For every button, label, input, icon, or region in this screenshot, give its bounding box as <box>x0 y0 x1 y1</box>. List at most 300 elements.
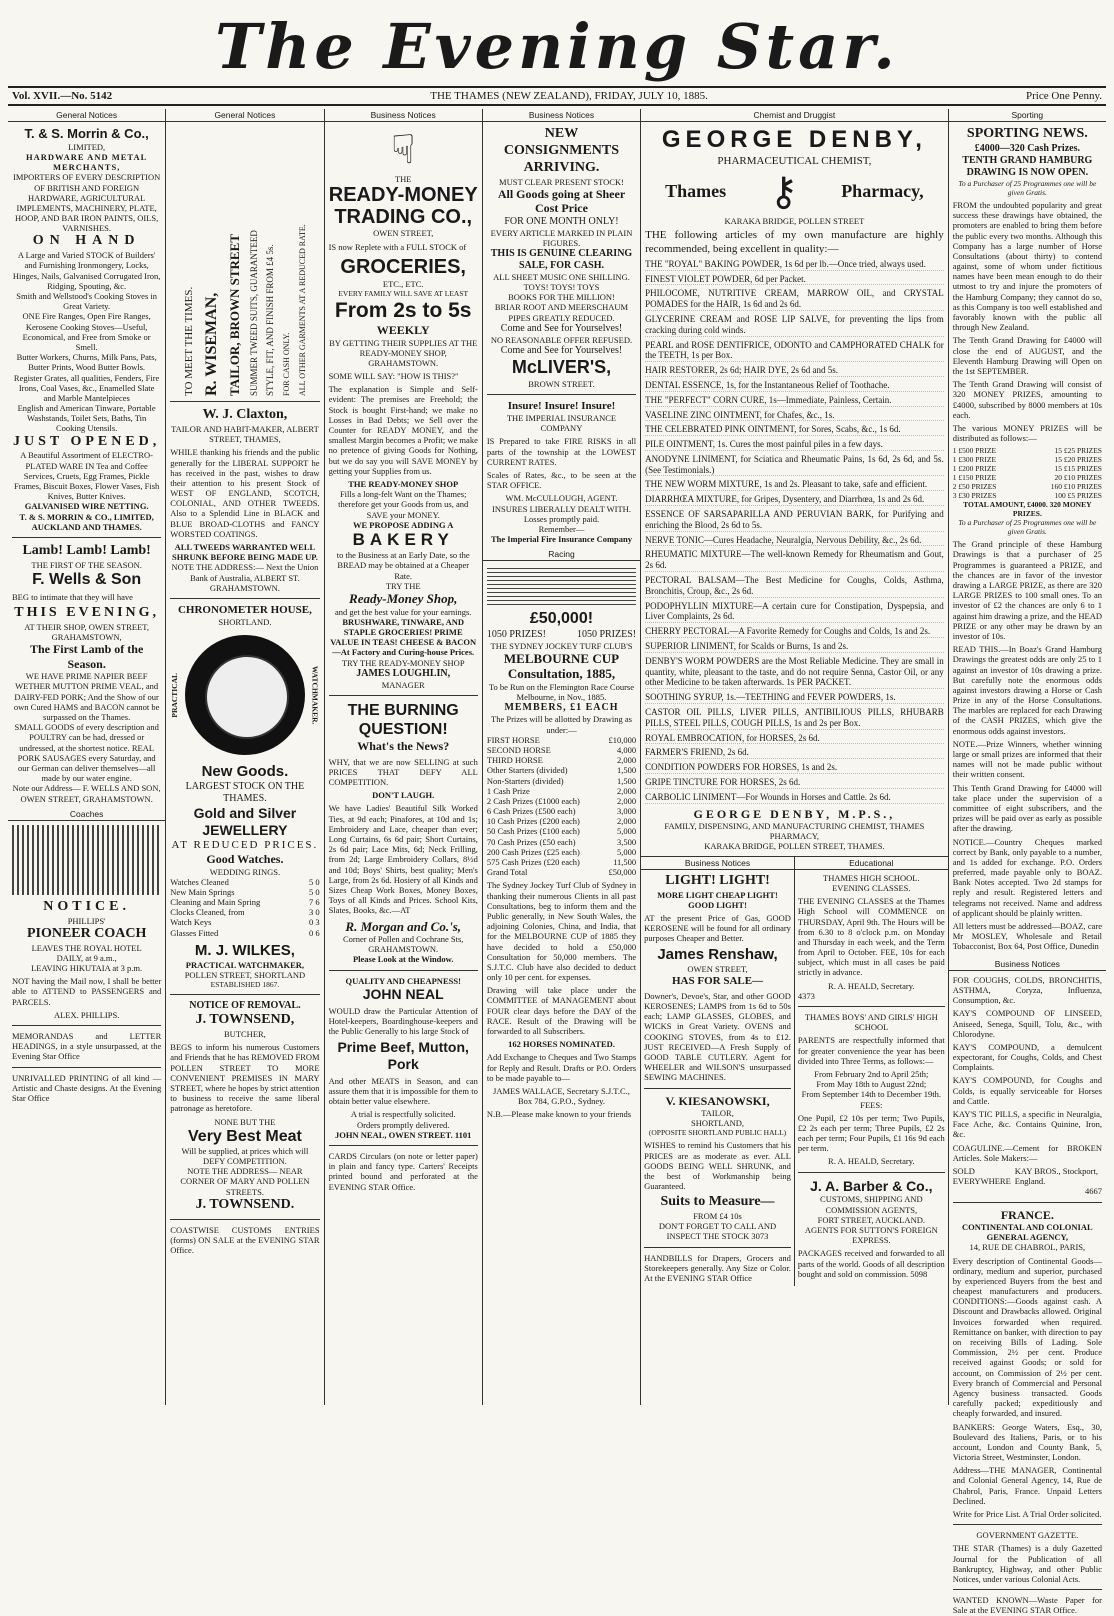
list-item: CONDITION POWDERS FOR HORSES, 1s and 2s. <box>645 762 944 774</box>
ad-text: WOULD draw the Particular Attention of Hotel-keepers, Boardinghouse-keepers and the Public Generally to his large Stock of <box>328 1005 478 1037</box>
ad-heading: Gold and Silver JEWELLERY <box>193 805 297 839</box>
table-row <box>487 806 636 816</box>
ad-text: PRACTICAL <box>170 673 180 718</box>
ad-text: TAILOR AND HABIT-MAKER, ALBERT STREET, THAMES, <box>171 423 319 445</box>
row-label: 1 £150 PRIZE <box>952 473 997 483</box>
row-value: 20 £10 PRIZES <box>1054 473 1102 483</box>
ad-text: FEES: <box>860 1099 883 1110</box>
ad-heading: CONTINENTAL AND COLONIAL GENERAL AGENCY, <box>962 1221 1093 1243</box>
ad-text: MEMORANDAS and LETTER HEADINGS, in a style unsurpassed, at the Evening Star Office <box>12 1030 162 1062</box>
ad-text: All letters must be addressed—BOAZ, care Mr MOSLEY, Wholesale and Retail Tobacconist, Box 64, Post Office, Dunedin <box>952 921 1102 952</box>
ad-text: WE PROPOSE ADDING A <box>353 519 454 530</box>
table-row <box>487 857 636 867</box>
ad-heading: MORE LIGHT CHEAP LIGHT! GOOD LIGHT! <box>657 889 778 910</box>
vertical-text: R. WISEMAN, <box>202 292 220 397</box>
row-value: 2,000 <box>617 795 637 806</box>
ad-text: Register Grates, all qualities, Fenders, Fire Irons, Coal Vases, &c., Enamelled Slate and Marble Mantelpieces <box>13 372 160 403</box>
ad-text: ONE Fire Ranges, Open Fire Ranges, Kerosene Cooking Stoves—Useful, Economical, and Free from Smoke or Smell. <box>22 311 151 352</box>
ad-text: THE SYDNEY JOCKEY TURF CLUB'S <box>490 640 633 651</box>
table-row <box>487 796 636 806</box>
list-item: PHILOCOME, NUTRITIVE CREAM, MARROW OIL, and CRYSTAL POMADES for the HAIR, 1s 6d and 2s 6d. <box>645 288 944 310</box>
ad-text: THE following articles of my own manufacture are highly recommended, being excellent in quality:— <box>645 229 944 255</box>
ad-title: James Renshaw, <box>657 946 778 964</box>
list-item: PODOPHYLLIN MIXTURE—A certain cure for Constipation, Dyspepsia, and Liver Complaints, 2s 6d. <box>645 600 944 622</box>
ad-text: BRUSHWARE, TINWARE, AND STAPLE GROCERIES! PRIME VALUE IN TEAS! CHEESE & BACON—At Factory and Curing-house Prices. <box>330 616 477 658</box>
ad-text: WHILE thanking his friends and the public generally for the LIBERAL SUPPORT he has received in the past, wishes to draw their attention to his present Stock of WEST OF ENGLAND, SCOTCH, COLONIAL, AND OTHER TWEEDS. Also to a Splendid Line in BLACK and BLUE BROAD-CLOTHS and FANCY WORSTED COATINGS. <box>170 447 320 539</box>
columns <box>8 109 1106 1616</box>
ad-heading: £4000—320 Cash Prizes. <box>974 142 1080 154</box>
ad-title: V. KIESANOWSKI, <box>665 1093 770 1108</box>
ad-text: DON'T LAUGH. <box>372 790 435 801</box>
ad-text: The Tenth Grand Drawing will consist of 320 MONEY PRIZES, amounting to £4000, subscribed by 8000 members at 10s each. <box>952 379 1102 420</box>
ad-text: FROM £4 10s <box>693 1211 742 1222</box>
ad-title: LIGHT! LIGHT! <box>665 872 770 888</box>
ad-text: NOTE THE ADDRESS— NEAR CORNER OF MARY AND POLLEN STREETS. <box>180 1166 310 1197</box>
ad-text: A Large and Varied STOCK of Builders' and Furnishing Ironmongery, Locks, Hinges, Nails, Galvanised Corrugated Iron, Ridging, Spouting, &c. <box>12 250 161 291</box>
table-row <box>170 897 319 907</box>
table-row <box>953 455 1102 464</box>
ad-title: GEORGE DENBY, <box>661 126 927 154</box>
table-row <box>487 735 636 745</box>
row-label: 1 £300 PRIZE <box>952 455 997 465</box>
column-5 <box>641 109 949 1405</box>
ad-title: SPORTING NEWS. <box>966 126 1088 142</box>
ad-signature: JOHN NEAL, OWEN STREET. 1101 <box>335 1129 472 1140</box>
ad-text: A trial is respectfully solicited. <box>350 1109 456 1120</box>
list-item: THE CELEBRATED PINK OINTMENT, for Sores, Scabs, &c., 1s 6d. <box>645 424 944 436</box>
ad-text: THE IMPERIAL INSURANCE COMPANY <box>506 413 617 434</box>
ad-text: Scales of Rates, &c., to be seen at the STAR OFFICE. <box>486 469 637 491</box>
term-item: From February 2nd to April 25th; <box>814 1068 929 1079</box>
row-value: 15 £25 PRIZES <box>1054 446 1102 456</box>
term-item: From May 18th to August 22nd; <box>816 1079 927 1090</box>
table-row <box>487 776 636 786</box>
row-value: 15 £15 PRIZES <box>1054 464 1102 474</box>
ad-text: FORT STREET, AUCKLAND. <box>817 1214 925 1225</box>
section-header: Chemist and Druggist <box>641 109 948 122</box>
ad-text: THE READY-MONEY SHOP <box>348 478 459 489</box>
ad-text: BROWN STREET. <box>528 378 595 389</box>
ad-heading: Good Watches. <box>206 852 284 867</box>
list-item: THE "ROYAL" BAKING POWDER, 1s 6d per lb.—Once tried, always used. <box>645 259 944 271</box>
ad-text: BUTCHER, <box>224 1029 266 1040</box>
ad-text: SMALL GOODS of every description and POULTRY can be had, dressed or undressed, at the shortest notice. REAL PORK SAUSAGES every Saturday, and our German can deliver themselves—all made by our water engine. <box>14 722 159 784</box>
ad-text: FROM the undoubted popularity and great success these drawings have obtained, the promoters are enabled to bring them before the public every two months. Although this Company has a large number of Horse Consultations (about thirty) to contend against, some of whom under fictitious names have been mean enough to do their utmost to try and injure the promoters of the Hamburg Company; they cannot do so, as this Company is too well established and favorably known with the public all through New Zealand. <box>952 199 1102 333</box>
ad-text: Every description of Continental Goods—ordinary, medium and superior, purchased by experienced Buyers from the best and cheapest manufacturers and producers. CONDITIONS:—Goods against cash. A Discount and Drawbacks allowed. Original Invoices forwarded when required. Remittance on banker, with direction to pay on receiving Bills of Lading. Sole Commission, 2½ per cent. Produce received against Goods; or sold for account, on Commission of 2½ per cent. Every branch of Commercial and Personal Agency business transacted. Goods carefully packed; expeditiously and cheaply forwarded, and insured. <box>952 1255 1102 1419</box>
ad-text: CARDS Circulars (on note or letter paper) in plain and fancy type. Carters' Receipts printed bound and perforated at the EVENING STAR Office. <box>328 1150 478 1192</box>
ad-text: KAY'S COMPOUND OF LINSEED, Aniseed, Senega, Squill, Tolu, &c., with Chlorodyne. <box>952 1008 1102 1039</box>
table-row <box>487 786 636 796</box>
list-item: ROYAL EMBROCATION, for HORSES, 2s 6d. <box>645 733 944 745</box>
ad-text: To a Purchaser of 25 Programmes one will be given Gratis. <box>958 178 1097 197</box>
ad-heading: THIS EVENING, <box>14 605 160 621</box>
ad-title: £50,000! <box>529 610 594 628</box>
ad-text: KAY'S TIC PILLS, a specific in Neuralgia, Face Ache, &c. Contains Quinine, Iron, &c. <box>952 1109 1102 1140</box>
ad-heading: Ready-Money Shop, <box>349 591 458 607</box>
table-row <box>487 847 636 857</box>
row-value: 5 0 <box>308 876 320 887</box>
ad-text: The various MONEY PRIZES will be distributed as follows:— <box>952 422 1102 444</box>
ad-text: The explanation is Simple and Self-evident: The premises are Freehold; the Stock is bought First-hand; we make no Losses in Bad Debts; we Sell over the Counter for READY MONEY, and the smallest Margin becomes a Profit; we make no pretence of giving Goods for Nothing, but we do say you will SAVE MONEY by getting your Supplies from us. <box>328 384 478 476</box>
ad-text: The Sydney Jockey Turf Club of Sydney in thanking their numerous Clients in all past Consultations, beg to inform them and the Public generally, in New South Wales, the adjoining Colonies, China, and India, that for the MELBOURNE CUP of 1885 they have decided to hold a £50,000 Consultation for 50,000 members. The S.J.T.C. Club have also decided to deduct only 10 per cent. for expenses. <box>486 880 637 983</box>
table-row <box>487 816 636 826</box>
ad-text: 14, RUE DE CHABROL, PARIS, <box>969 1242 1086 1253</box>
ad-text: WEDDING RINGS. <box>209 866 281 877</box>
ad-heading: GOVERNMENT GAZETTE. <box>976 1530 1079 1541</box>
ad-heading: The First Lamb of the Season. <box>29 642 144 671</box>
ad-text: The Grand principle of these Hamburg Drawings is that a purchaser of 25 Programmes is guaranteed a PRIZE, and the chances are in favor of the investor drawing a LARGE PRIZE, as there are 320 LARGE PRIZES to 100 small ones. To an investor of £2 the chances are only 6 to 1 against him drawing a prize, and the HEAD PRIZE or any other may be drawn by an investor of 10s. <box>952 539 1102 641</box>
ad-heading: Pharmacy, <box>841 181 924 202</box>
row-label: 70 Cash Prizes (£50 each) <box>486 836 576 847</box>
total-value: £50,000 <box>608 867 637 878</box>
ad-text: Drawing will take place under the COMMITTEE of MANAGEMENT about FOUR clear days before the DAY of the RACE. Result of the Drawing will be forwarded to all Subscribers. <box>486 985 637 1037</box>
ad-heading: NOTICE. <box>43 898 130 914</box>
ad-text: GALVANISED WIRE NETTING. <box>24 501 149 512</box>
ad-text: The Imperial Fire Insurance Company <box>490 534 632 545</box>
ad-text: And other MEATS in Season, and can assure them that it is impossible for them to obtain better value elsewhere. <box>328 1075 478 1107</box>
row-value: 5,000 <box>617 846 637 857</box>
row-label: 3 £30 PRIZES <box>952 491 997 501</box>
ad-text: DON'T FORGET TO CALL AND INSPECT THE STOCK 3073 <box>658 1221 777 1242</box>
ad-text: KAY BROS., Stockport, England. <box>1014 1165 1098 1187</box>
row-label: 2 Cash Prizes (£1000 each) <box>486 795 580 806</box>
ad-text: 4667 <box>1084 1186 1102 1197</box>
ad-title: J. TOWNSEND, <box>195 1012 295 1028</box>
ad-text: KARAKA BRIDGE, POLLEN STREET <box>724 216 865 227</box>
vertical-text: TAILOR, BROWN STREET <box>226 234 242 397</box>
ad-text: Add Exchange to Cheques and Two Stamps for Reply and Result. Drafts or P.O. Orders to be made payable to— <box>486 1052 637 1083</box>
ad-text: PARENTS are respectfully informed that for greater convenience the year has been divided into Three Terms, as follows:— <box>797 1035 945 1066</box>
ad-text: COAGULINE.—Cement for BROKEN Articles. Sole Makers:— <box>952 1142 1102 1163</box>
ad-title: FRANCE. <box>1000 1207 1054 1222</box>
row-value: 11,500 <box>613 857 637 868</box>
ad-text: WATCHMAKER. <box>310 666 320 725</box>
row-label: 575 Cash Prizes (£20 each) <box>486 857 580 868</box>
row-label: 2 £50 PRIZES <box>952 482 997 492</box>
ad-heading: Prime Beef, Mutton, Pork <box>337 1039 469 1073</box>
ad-text: ETC., ETC. <box>382 278 424 289</box>
ad-text: Fills a long-felt Want on the Thames; therefore get your Goods from us, and SAVE your MONEY. <box>338 489 469 520</box>
ad-text: PRACTICAL WATCHMAKER, <box>185 959 305 970</box>
list-item: DIARRHŒA MIXTURE, for Gripes, Dysentery, and Diarrhœa, 1s and 2s 6d. <box>645 494 944 506</box>
pointing-hand-icon: ☟ <box>391 127 416 173</box>
row-value: 7 6 <box>308 897 320 908</box>
ad-text: Please Look at the Window. <box>352 954 454 965</box>
ad-text: TAILOR, <box>701 1107 734 1118</box>
ad-title: McLIVER'S, <box>511 357 612 378</box>
row-value: 1,500 <box>617 775 637 786</box>
prize-table <box>487 735 636 867</box>
ad-text: TOYS! TOYS! TOYS <box>523 282 600 293</box>
ad-text: Downer's, Devoe's, Star, and other GOOD KEROSENES; LAMPS from 1s 6d to 50s each; LAMP GLASSES, GLOBES, and WICKS in Great Variety. OVENS and COOKING STOVES, from 4s to £12. JUST RECEIVED—A Fresh Supply of GOOD TABLE CUTLERY. Agent for WHEELER and WILSON'S unsurpassed SEWING MACHINES. <box>644 990 791 1083</box>
ad-title: JOHN NEAL <box>362 985 444 1002</box>
list-item: SUPERIOR LINIMENT, for Scalds or Burns, 1s and 2s. <box>645 641 944 653</box>
ad-text: LIMITED, <box>68 141 106 152</box>
row-value: 0 6 <box>308 927 320 938</box>
row-label: 200 Cash Prizes (£25 each) <box>486 846 580 857</box>
table-row <box>953 482 1102 491</box>
ad-text: IMPORTERS OF EVERY DESCRIPTION OF BRITISH AND FOREIGN HARDWARE, AGRICULTURAL IMPLEMENTS, MACHINERY, PLATE, HOOP, AND BAR IRON PAINTS, OILS, VARNISHES. <box>13 172 161 234</box>
ad-text: AT THEIR SHOP, OWEN STREET, GRAHAMSTOWN, <box>24 622 149 643</box>
row-label: 50 Cash Prizes (£100 each) <box>486 826 580 837</box>
ad-text: Write for Price List. A Trial Order solicited. <box>952 1509 1102 1519</box>
row-label: Non-Starters (divided) <box>486 775 564 786</box>
ad-text: AGENTS FOR SUTTON'S FOREIGN EXPRESS. <box>804 1224 938 1246</box>
ad-text: We have Ladies' Beautiful Silk Worked Ties, at 9d each; Pinafores, at 10d and 1s; Embroidery and Lace, cheaper than ever; Long Curtains, 6s 6d pair; Short Curtains, 2s 6d pair; Lace Mits, 6d; Neck Frilling, from 2d; Large Embroidery Collars, 8½d and 10d; Boys' Shirts, best quality; Men's Large, from 2s 6d. Hosiery of all Kinds and Sizes Cheap Work Boxes, Money Boxes, Toys of all Kinds and Prices. School Kits, Slates, Books, &c.—AT <box>328 803 478 916</box>
ad-text: One Pupil, £2 10s per term; Two Pupils, £2 2s each per term; Three Pupils, £2 2s each per term; Four Pupils, £1 16s 9d each per term. <box>797 1112 945 1154</box>
ad-text: KAY'S COMPOUND, for Coughs and Colds, is equally serviceable for Horses and Cattle. <box>952 1075 1102 1106</box>
masthead <box>8 6 1106 86</box>
ad-heading: From 2s to 5s <box>334 298 472 322</box>
ad-text: Smith and Wellstood's Cooking Stoves in Great Variety. <box>16 291 157 312</box>
ad-text: BY GETTING THEIR SUPPLIES AT THE READY-MONEY SHOP, GRAHAMSTOWN. <box>329 337 478 368</box>
ad-text: KARAKA BRIDGE, POLLEN STREET, THAMES. <box>704 841 885 852</box>
ad-text: POLLEN STREET, SHORTLAND <box>184 970 306 981</box>
ad-title: M. J. WILKES, <box>194 941 295 959</box>
ad-text: EVENING CLASSES. <box>832 882 911 893</box>
ad-text: READ THIS.—In Boaz's Grand Hamburg Drawings the greatest odds are only 25 to 1 against an investor of 10s drawing a prize. But carefully note the enormous odds against investors drawing a Horse or Cash Prize in any of the Horse Consultations. The marbles are replaced for each Drawing of the CASH PRIZES, which give the enormous odds against investors. <box>952 644 1102 736</box>
list-item: FARMER'S FRIEND, 2s 6d. <box>645 747 944 759</box>
row-label: Watches Cleaned <box>170 876 229 887</box>
row-label: Watch Keys <box>170 917 212 928</box>
ad-text: Remember— <box>538 523 585 534</box>
ad-signature: J. TOWNSEND. <box>195 1196 295 1212</box>
list-item: VASELINE ZINC OINTMENT, for Chafes, &c., 1s. <box>645 410 944 422</box>
row-value: 5,000 <box>617 826 637 837</box>
ad-signature: R. A. HEALD, Secretary. <box>828 1156 915 1167</box>
ad-text: OWEN STREET, <box>687 964 748 975</box>
ad-signature: WM. McCULLOUGH, AGENT. <box>505 493 618 504</box>
ad-text: to the Business at an Early Date, so the BREAD may be obtained at a Cheaper Rate. <box>336 550 470 581</box>
ad-text: INSURES LIBERALLY DEALT WITH. Losses promptly paid. <box>492 503 631 524</box>
list-item: GLYCERINE CREAM and ROSE LIP SALVE, for preventing the lips from cracking during cold winds. <box>645 313 944 335</box>
table-row <box>170 877 319 887</box>
ad-heading: BAKERY <box>352 529 454 549</box>
ad-signature: GEORGE DENBY, M.P.S., <box>693 806 896 821</box>
ad-text: To a Purchaser of 25 Programmes one will be given Gratis. <box>958 518 1097 537</box>
ad-text: A Beautiful Assortment of ELECTRO-PLATED WARE IN Tea and Coffee Services, Cruets, Egg Frames, Pickle Frames, Biscuit Boxes, Flower Vases, Fish Knives, Butter Knives. <box>13 450 160 502</box>
ad-text: MEMBERS, £1 EACH <box>504 702 619 714</box>
ad-text: THE FIRST OF THE SEASON. <box>31 559 142 570</box>
ad-text: 1050 PRIZES! <box>486 628 547 640</box>
ad-text: LEAVING HIKUTAIA at 3 p.m. <box>31 963 143 974</box>
row-value: 160 £10 PRIZES <box>1050 482 1102 492</box>
row-value: 100 £5 PRIZES <box>1054 491 1102 501</box>
ad-text: BRIAR ROOT AND MEERSCHAUM PIPES GREATLY REDUCED. <box>494 302 629 323</box>
ad-signature: JAMES LOUGHLIN, <box>356 667 451 679</box>
wiseman-ad <box>170 126 319 396</box>
ad-text: SOLD EVERYWHERE <box>952 1165 1011 1187</box>
ad-text: THE EVENING CLASSES at the Thames High School will COMMENCE on THURSDAY, April 9th. The Hours will be from 6.30 to 8 o'clock p.m. on Monday and Thursday in each week, and the Term from April to October. FEE, 10s for each subject, which must in all cases be paid strictly in advance. <box>797 896 945 978</box>
section-header: Business Notices <box>641 857 794 870</box>
ad-title: J. A. Barber & Co., <box>810 1177 933 1194</box>
ad-text: Corner of Pollen and Cochrane Sts, GRAHAMSTOWN. <box>343 934 464 955</box>
section-header: Business Notices <box>325 109 482 122</box>
ad-heading: Insure! Insure! Insure! <box>507 399 616 412</box>
list-item: PECTORAL BALSAM—The Best Medicine for Coughs, Colds, Asthma, Bronchitis, Croup, &c., 2s 6d. <box>645 575 944 596</box>
table-row <box>953 464 1102 473</box>
table-row <box>953 473 1102 482</box>
ad-text: THE <box>394 174 412 185</box>
ad-text: NO REASONABLE OFFER REFUSED. <box>490 334 633 345</box>
ad-text: To be Run on the Flemington Race Course Melbourne, in Nov., 1885. <box>488 682 635 703</box>
ad-text: WISHES to remind his Customers that his PRICES are as moderate as ever. ALL GOODS BEING WELL SHRUNK, and the best of Workmanship being Guaranteed. <box>644 1140 791 1192</box>
ad-text: IS now Replete with a FULL STOCK of <box>328 241 467 252</box>
section-header: General Notices <box>166 109 323 122</box>
row-label: Cleaning and Main Spring <box>170 897 261 908</box>
price: Price One Penny. <box>1026 90 1102 102</box>
ad-title: NEW CONSIGNMENTS ARRIVING. <box>503 126 620 175</box>
ad-text: COASTWISE CUSTOMS ENTRIES (forms) ON SALE at the EVENING STAR Office. <box>170 1224 320 1255</box>
clock-illustration <box>185 635 305 755</box>
volume-number: Vol. XVII.—No. 5142 <box>12 90 113 102</box>
ad-text: 1050 PRIZES! <box>576 628 637 640</box>
table-row <box>487 765 636 775</box>
ad-text: WEEKLY <box>376 323 430 338</box>
table-row <box>170 887 319 897</box>
vertical-text: STYLE, FIT, AND FINISH FROM £4 5s. <box>265 244 276 397</box>
ad-heading: JUST OPENED, <box>12 433 161 449</box>
table-row <box>170 928 319 938</box>
ad-text: AT REDUCED PRICES. <box>171 838 319 851</box>
ad-text: CUSTOMS, SHIPPING AND COMMISSION AGENTS, <box>820 1194 923 1215</box>
ad-text: SHORTLAND. <box>218 617 272 628</box>
ad-heading: MELBOURNE CUP Consultation, 1885, <box>503 650 620 682</box>
ad-text: WE HAVE PRIME NAPIER BEEF WETHER MUTTON PRIME VEAL, and DAIRY-FED PORK; And the Show of our own Cured HAMS and BACON cannot be surpassed on the Thames. <box>13 671 160 722</box>
row-label: Glasses Fitted <box>170 927 219 938</box>
section-header: Business Notices <box>949 958 1106 971</box>
list-item: THE "PERFECT" CORN CURE, 1s—Immediate, Painless, Certain. <box>645 395 944 407</box>
vertical-text: TO MEET THE TIMES. <box>182 286 195 397</box>
ad-text: N.B.—Please make known to your friends <box>486 1109 632 1120</box>
ad-heading: Very Best Meat <box>188 1127 302 1145</box>
row-label: 6 Cash Prizes (£500 each) <box>486 806 576 817</box>
ad-text: IS Prepared to take FIRE RISKS in all parts of the township at the LOWEST CURRENT RATES. <box>486 436 637 467</box>
row-value: 3 0 <box>308 907 320 918</box>
ad-text: This Tenth Grand Drawing for £4000 will take place under the supervision of a committee of eight subscribers, and the prizes will be paid over as early as possible after the drawing. <box>952 782 1102 834</box>
ad-signature: R. A. HEALD, Secretary. <box>828 980 915 991</box>
ad-text: NONE BUT THE <box>214 1116 276 1127</box>
row-value: 4,000 <box>617 744 637 755</box>
ad-text: and get the best value for your earnings. <box>334 606 472 617</box>
row-value: 2,000 <box>617 816 637 827</box>
ad-text: NOT having the Mail now, I shall be better able to ATTEND to PASSENGERS and PARCELS. <box>12 976 162 1007</box>
list-item: CASTOR OIL PILLS, LIVER PILLS, ANTIBILIOUS PILLS, RHUBARB PILLS, STEEL PILLS, COUGH PILLS, 1s and 2s per Box. <box>645 707 944 728</box>
ad-text: DAILY, at 9 a.m., <box>56 952 117 963</box>
prize-table <box>953 446 1102 500</box>
ad-heading: HAS FOR SALE— <box>671 974 764 987</box>
ad-text: NOTICE.—Country Cheques marked correct by Bank, only payable to a number, and 1s added for exchange. P.O. Orders preferred, made payable only to BOAZ. Bank Notes accepted. Two 2d stamps for reply and result. Registered letters and telegrams not received. Name and address of applicant should be plainly written. <box>952 836 1102 918</box>
ad-title: CHRONOMETER HOUSE, <box>177 603 312 616</box>
table-row <box>487 755 636 765</box>
ad-text: AT the present Price of Gas, GOOD KEROSENE will be found for all ordinary purposes Cheaper and Better. <box>644 912 791 944</box>
ad-text: Will be supplied, at prices which will DEFY COMPETITION. <box>181 1145 309 1167</box>
list-item: THE NEW WORM MIXTURE, 1s and 2s. Pleasant to take, safe and efficient. <box>645 479 944 491</box>
ad-title: THAMES HIGH SCHOOL. <box>823 872 920 883</box>
ad-text: SOME WILL SAY: "HOW IS THIS?" <box>328 371 459 382</box>
list-item: DENBY'S WORM POWDERS are the Most Reliable Medicine. They are small in quantity, white, pleasant to the taste, and do not require Senna, Castor Oil, or any other Medicine to be taken afterwards. 1s PER PACKET. <box>645 655 944 688</box>
ad-title: PIONEER COACH <box>26 925 147 941</box>
newspaper-title: The Evening Star. <box>215 9 899 83</box>
ad-text: MUST CLEAR PRESENT STOCK! <box>499 176 624 187</box>
vertical-text: SUMMER TWEED SUITS, GUARANTEED <box>248 230 259 397</box>
row-label: 1 Cash Prize <box>486 785 530 796</box>
ad-text: EVERY ARTICLE MARKED IN PLAIN FIGURES. <box>490 227 633 248</box>
row-value: 15 £20 PRIZES <box>1054 455 1102 465</box>
ad-text: FOR COUGHS, COLDS, BRONCHITIS, ASTHMA, Coryza, Influenza, Consumption, &c. <box>952 974 1102 1006</box>
ad-text: NOTE.—Prize Winners, whether winning large or small prizes are informed that their names will not be made public without their written consent. <box>952 738 1102 780</box>
vertical-text: FOR CASH ONLY. <box>282 332 292 397</box>
ad-signature: T. & S. MORRIN & CO., LIMITED, AUCKLAND AND THAMES. <box>19 511 154 532</box>
ad-text: WHY, that we are now SELLING at such PRICES THAT DEFY ALL COMPETITION. <box>328 756 478 788</box>
racehorse-illustration <box>487 565 636 605</box>
list-item: DENTAL ESSENCE, 1s, for the Instantaneous Relief of Toothache. <box>645 380 944 392</box>
row-label: Clocks Cleaned, from <box>170 907 245 918</box>
row-label: New Main Springs <box>170 886 235 897</box>
ad-text: OWEN STREET, <box>373 228 434 239</box>
column-4 <box>483 109 641 1405</box>
product-list <box>645 259 944 804</box>
ad-text: LEAVES THE ROYAL HOTEL <box>31 942 142 953</box>
ad-text: EVERY FAMILY WILL SAVE AT LEAST <box>338 288 469 298</box>
ad-title: THAMES BOYS' AND GIRLS' HIGH SCHOOL <box>804 1012 938 1033</box>
ad-text: LARGEST STOCK ON THE THAMES. <box>185 781 305 805</box>
ad-text: Come and See for Yourselves! <box>500 345 623 357</box>
row-value: 3,000 <box>617 806 637 817</box>
ad-text: The Tenth Grand Drawing for £4000 will close the end of AUGUST, and the Eleventh Hamburg Drawing will Open on the 1st SEPTEMBER. <box>952 335 1102 376</box>
section-header: Business Notices <box>483 109 640 122</box>
section-header: Educational <box>795 857 948 870</box>
row-label: THIRD HORSE <box>486 755 543 766</box>
ad-signature: Note our Address— F. WELLS AND SON, OWEN STREET, GRAHAMSTOWN. <box>12 783 161 804</box>
ad-text: SHORTLAND, <box>690 1118 745 1129</box>
ad-text: NOTE THE ADDRESS:— Next the Union Bank of Australia, ALBERT ST. GRAHAMSTOWN. <box>171 562 319 593</box>
ad-heading: THIS IS GENUINE CLEARING SALE, FOR CASH. <box>490 247 633 271</box>
row-label: 10 Cash Prizes (£200 each) <box>486 816 580 827</box>
ad-heading: QUALITY AND CHEAPNESS! <box>345 975 461 986</box>
ad-text: ALL TWEEDS WARRANTED WELL SHRUNK BEFORE BEING MADE UP. <box>171 542 318 563</box>
list-item: CHERRY PECTORAL—A Favorite Remedy for Coughs and Colds, 1s and 2s. <box>645 626 944 638</box>
ad-text: BEG to intimate that they will have <box>12 592 133 603</box>
ad-heading: R. Morgan and Co.'s, <box>345 918 461 934</box>
ad-heading: Suits to Measure— <box>660 1194 775 1210</box>
list-item: PILE OINTMENT, 1s. Cures the most painful piles in a few days. <box>645 439 944 451</box>
row-label: 1 £200 PRIZE <box>952 464 997 474</box>
row-value: 1,500 <box>617 765 637 776</box>
ad-heading: ON HAND <box>32 233 141 249</box>
list-item: SOOTHING SYRUP, 1s.—TEETHING and FEVER POWDERS, 1s. <box>645 692 944 704</box>
table-row <box>953 491 1102 500</box>
ad-title: READY-MONEY TRADING CO., <box>328 184 478 229</box>
ad-text: Come and See for Yourselves! <box>500 322 623 334</box>
vertical-text: ALL OTHER GARMENTS AT A REDUCED RATE. <box>297 224 307 397</box>
table-row <box>487 837 636 847</box>
term-item: From September 14th to December 19th. <box>801 1089 941 1100</box>
ad-text: ALL SHEET MUSIC ONE SHILLING. <box>493 271 630 282</box>
ad-text: Butter Workers, Churns, Milk Pans, Pats, Butter Prints, Wood Butter Bowls. <box>16 352 157 373</box>
ad-title: F. Wells & Son <box>32 570 142 588</box>
ad-text: MANAGER <box>381 679 425 690</box>
ad-text: English and American Tinware, Portable Washstands, Toilet Sets, Baths, Tin Cooking Utensils. <box>17 403 156 434</box>
ad-text: HARDWARE AND METAL MERCHANTS, <box>26 151 148 173</box>
section-header: General Notices <box>8 109 165 122</box>
row-value: 3,500 <box>617 836 637 847</box>
row-label: FIRST HORSE <box>486 734 540 745</box>
ad-heading: All Goods going at Sheer Cost Price <box>497 186 626 216</box>
table-row <box>170 917 319 927</box>
ad-text: BOOKS FOR THE MILLION! <box>508 292 615 303</box>
ad-text: PACKAGES received and forwarded to all parts of the world. Goods of all description bought and sold on commission. 5098 <box>797 1248 945 1279</box>
